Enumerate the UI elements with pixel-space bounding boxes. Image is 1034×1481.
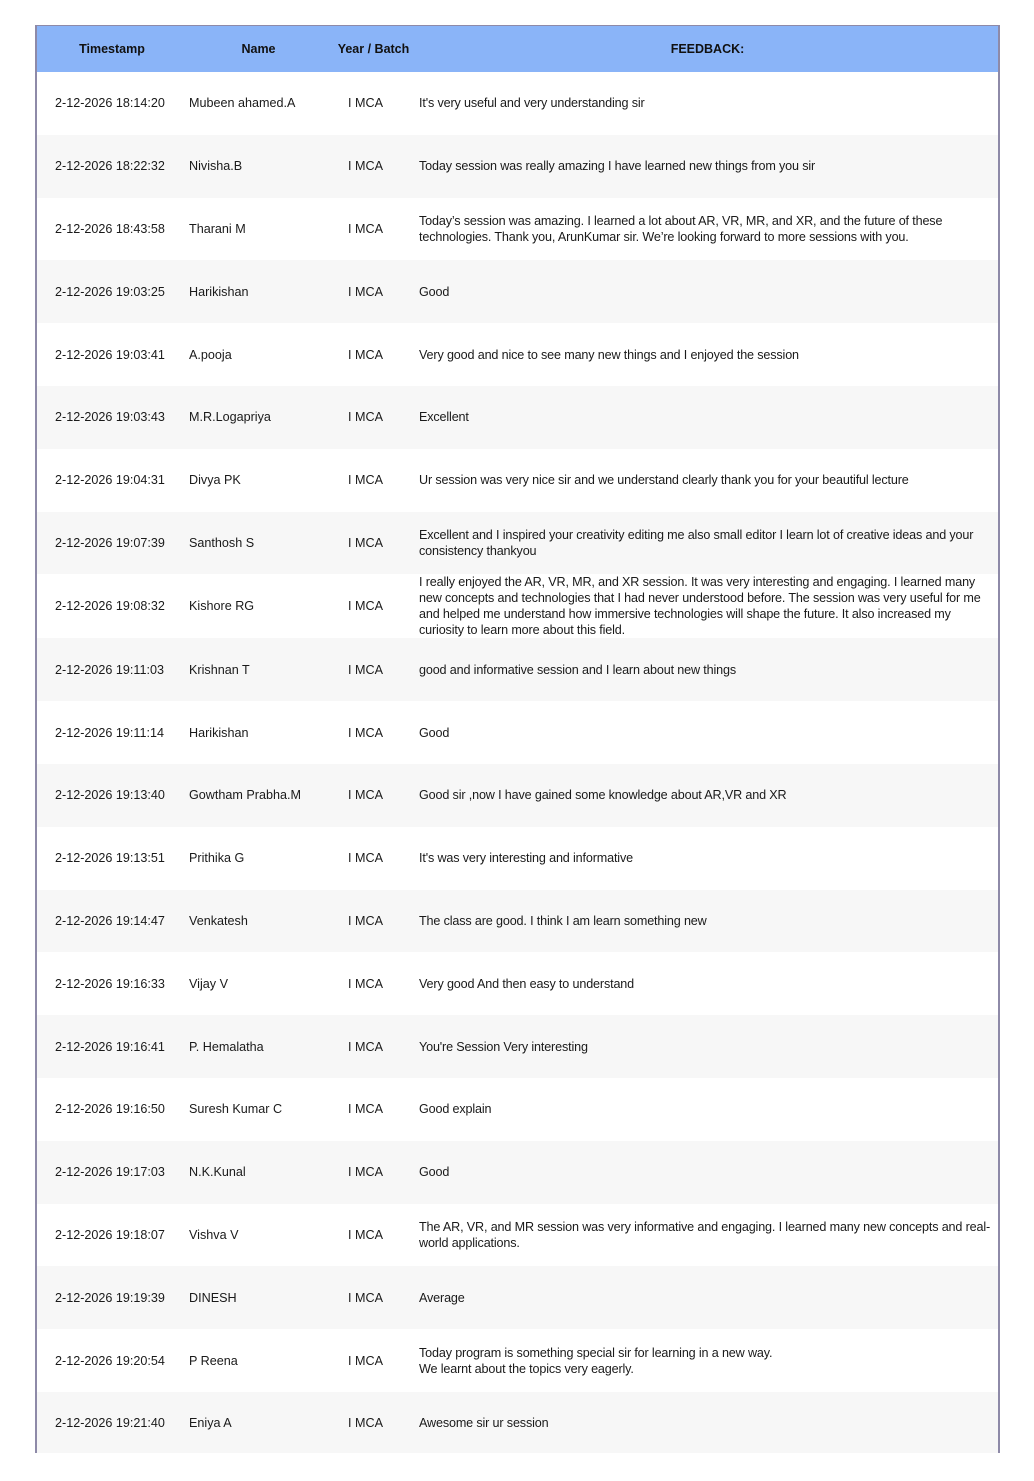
table-row (37, 701, 998, 764)
year-batch-cell: I MCA (348, 410, 383, 425)
name-cell: Eniya A (189, 1416, 232, 1431)
year-batch-cell: I MCA (348, 1102, 383, 1117)
name-cell: Kishore RG (189, 599, 255, 614)
timestamp-cell: 2-12-2026 19:16:50 (55, 1102, 165, 1117)
name-cell: Vishva V (189, 1227, 239, 1242)
feedback-cell: You're Session Very interesting (419, 1039, 588, 1054)
timestamp-cell: 2-12-2026 18:22:32 (55, 159, 165, 174)
year-batch-cell: I MCA (348, 96, 383, 111)
header-feedback: FEEDBACK: (417, 26, 998, 72)
name-cell: Harikishan (189, 284, 249, 299)
name-cell: Gowtham Prabha.M (189, 788, 301, 803)
feedback-cell: I really enjoyed the AR, VR, MR, and XR session. It was very interesting and engaging. I learned many new concepts and technologies that I had never understood before. The session was very useful for me and helped me understand how immersive technologies will shape the future. It also increased my curiosity to learn more about this field. (419, 575, 981, 638)
year-batch-cell: I MCA (348, 347, 383, 362)
year-batch-cell: I MCA (348, 1290, 383, 1305)
timestamp-cell: 2-12-2026 19:20:54 (55, 1353, 165, 1368)
name-cell: P. Hemalatha (189, 1039, 264, 1054)
table-row (37, 323, 998, 386)
name-cell: Venkatesh (189, 913, 248, 928)
timestamp-cell: 2-12-2026 18:43:58 (55, 221, 165, 236)
feedback-cell: Good sir ,now I have gained some knowledge about AR,VR and XR (419, 788, 787, 803)
feedback-cell: Excellent and I inspired your creativity editing me also small editor I learn lot of creative ideas and your consistency thankyou (419, 527, 974, 558)
feedback-cell: Very good and nice to see many new things and I enjoyed the session (419, 347, 799, 362)
feedback-cell: good and informative session and I learn about new things (419, 662, 736, 677)
timestamp-cell: 2-12-2026 19:04:31 (55, 473, 165, 488)
feedback-cell: The class are good. I think I am learn something new (419, 913, 707, 928)
table-row (37, 449, 998, 512)
name-cell: P Reena (189, 1353, 238, 1368)
table-row (37, 1329, 998, 1392)
timestamp-cell: 2-12-2026 19:03:43 (55, 410, 165, 425)
timestamp-cell: 2-12-2026 19:18:07 (55, 1227, 165, 1242)
timestamp-cell: 2-12-2026 19:13:51 (55, 851, 165, 866)
timestamp-cell: 2-12-2026 19:16:33 (55, 976, 165, 991)
feedback-cell: Good (419, 284, 450, 299)
year-batch-cell: I MCA (348, 1039, 383, 1054)
table-row (37, 764, 998, 827)
timestamp-cell: 2-12-2026 19:03:41 (55, 347, 165, 362)
timestamp-cell: 2-12-2026 19:07:39 (55, 535, 165, 550)
table-row (37, 135, 998, 198)
timestamp-cell: 2-12-2026 18:14:20 (55, 96, 165, 111)
year-batch-cell: I MCA (348, 159, 383, 174)
feedback-cell: Today’s session was amazing. I learned a lot about AR, VR, MR, and XR, and the future of these technologies. Thank you, ArunKumar sir. We’re looking forward to more sessions with you. (419, 213, 943, 244)
table-row (37, 512, 998, 575)
feedback-cell: Good (419, 725, 450, 740)
timestamp-cell: 2-12-2026 19:08:32 (55, 599, 165, 614)
year-batch-cell: I MCA (348, 1165, 383, 1180)
timestamp-cell: 2-12-2026 19:21:40 (55, 1416, 165, 1431)
table-row (37, 1204, 998, 1267)
header-timestamp: Timestamp (37, 26, 187, 72)
table-body (37, 72, 998, 1453)
year-batch-cell: I MCA (348, 284, 383, 299)
feedback-cell: Today program is something special sir for learning in a new way. We learnt about the topics very eagerly. (419, 1345, 773, 1376)
feedback-cell: Average (419, 1290, 465, 1305)
feedback-cell: It's was very interesting and informative (419, 851, 633, 866)
year-batch-cell: I MCA (348, 851, 383, 866)
table-row (37, 1266, 998, 1329)
table-row (37, 638, 998, 701)
year-batch-cell: I MCA (348, 1416, 383, 1431)
year-batch-cell: I MCA (348, 221, 383, 236)
year-batch-cell: I MCA (348, 662, 383, 677)
timestamp-cell: 2-12-2026 19:19:39 (55, 1290, 165, 1305)
table-row (37, 890, 998, 953)
feedback-cell: Very good And then easy to understand (419, 976, 635, 991)
year-batch-cell: I MCA (348, 913, 383, 928)
name-cell: Santhosh S (189, 535, 255, 550)
feedback-cell: Today session was really amazing I have learned new things from you sir (419, 159, 816, 174)
name-cell: Mubeen ahamed.A (189, 96, 296, 111)
name-cell: Nivisha.B (189, 159, 243, 174)
name-cell: M.R.Logapriya (189, 410, 271, 425)
name-cell: A.pooja (189, 347, 232, 362)
header-name: Name (187, 26, 330, 72)
feedback-cell: Ur session was very nice sir and we understand clearly thank you for your beautiful lecture (419, 473, 909, 488)
year-batch-cell: I MCA (348, 725, 383, 740)
table-row (37, 260, 998, 323)
table-row (37, 952, 998, 1015)
header-row (37, 26, 998, 72)
table-header (37, 26, 998, 72)
timestamp-cell: 2-12-2026 19:16:41 (55, 1039, 165, 1054)
table-row (37, 1141, 998, 1204)
table-row (37, 827, 998, 890)
year-batch-cell: I MCA (348, 473, 383, 488)
timestamp-cell: 2-12-2026 19:17:03 (55, 1165, 165, 1180)
feedback-sheet (35, 25, 1000, 1453)
year-batch-cell: I MCA (348, 1353, 383, 1368)
name-cell: Prithika G (189, 851, 245, 866)
name-cell: DINESH (189, 1290, 237, 1305)
timestamp-cell: 2-12-2026 19:03:25 (55, 284, 165, 299)
feedback-cell: Good explain (419, 1102, 492, 1117)
feedback-cell: The AR, VR, and MR session was very informative and engaging. I learned many new concepts and real-world applications. (419, 1219, 991, 1250)
year-batch-cell: I MCA (348, 788, 383, 803)
table-row (37, 72, 998, 135)
timestamp-cell: 2-12-2026 19:11:14 (55, 725, 165, 740)
timestamp-cell: 2-12-2026 19:13:40 (55, 788, 165, 803)
table-row (37, 574, 998, 638)
table-row (37, 1392, 998, 1453)
header-year-batch: Year / Batch (330, 26, 417, 72)
year-batch-cell: I MCA (348, 1227, 383, 1242)
feedback-cell: Good (419, 1165, 450, 1180)
year-batch-cell: I MCA (348, 599, 383, 614)
timestamp-cell: 2-12-2026 19:11:03 (55, 662, 165, 677)
name-cell: N.K.Kunal (189, 1165, 246, 1180)
table-row (37, 386, 998, 449)
table-row (37, 198, 998, 261)
year-batch-cell: I MCA (348, 976, 383, 991)
feedback-cell: Awesome sir ur session (419, 1416, 549, 1431)
name-cell: Vijay V (189, 976, 228, 991)
name-cell: Suresh Kumar C (189, 1102, 283, 1117)
feedback-cell: Excellent (419, 410, 469, 425)
feedback-cell: It's very useful and very understanding sir (419, 96, 645, 111)
name-cell: Tharani M (189, 221, 246, 236)
name-cell: Harikishan (189, 725, 249, 740)
timestamp-cell: 2-12-2026 19:14:47 (55, 913, 165, 928)
table-row (37, 1078, 998, 1141)
name-cell: Krishnan T (189, 662, 250, 677)
name-cell: Divya PK (189, 473, 241, 488)
table-row (37, 1015, 998, 1078)
feedback-table (37, 26, 998, 1453)
year-batch-cell: I MCA (348, 535, 383, 550)
